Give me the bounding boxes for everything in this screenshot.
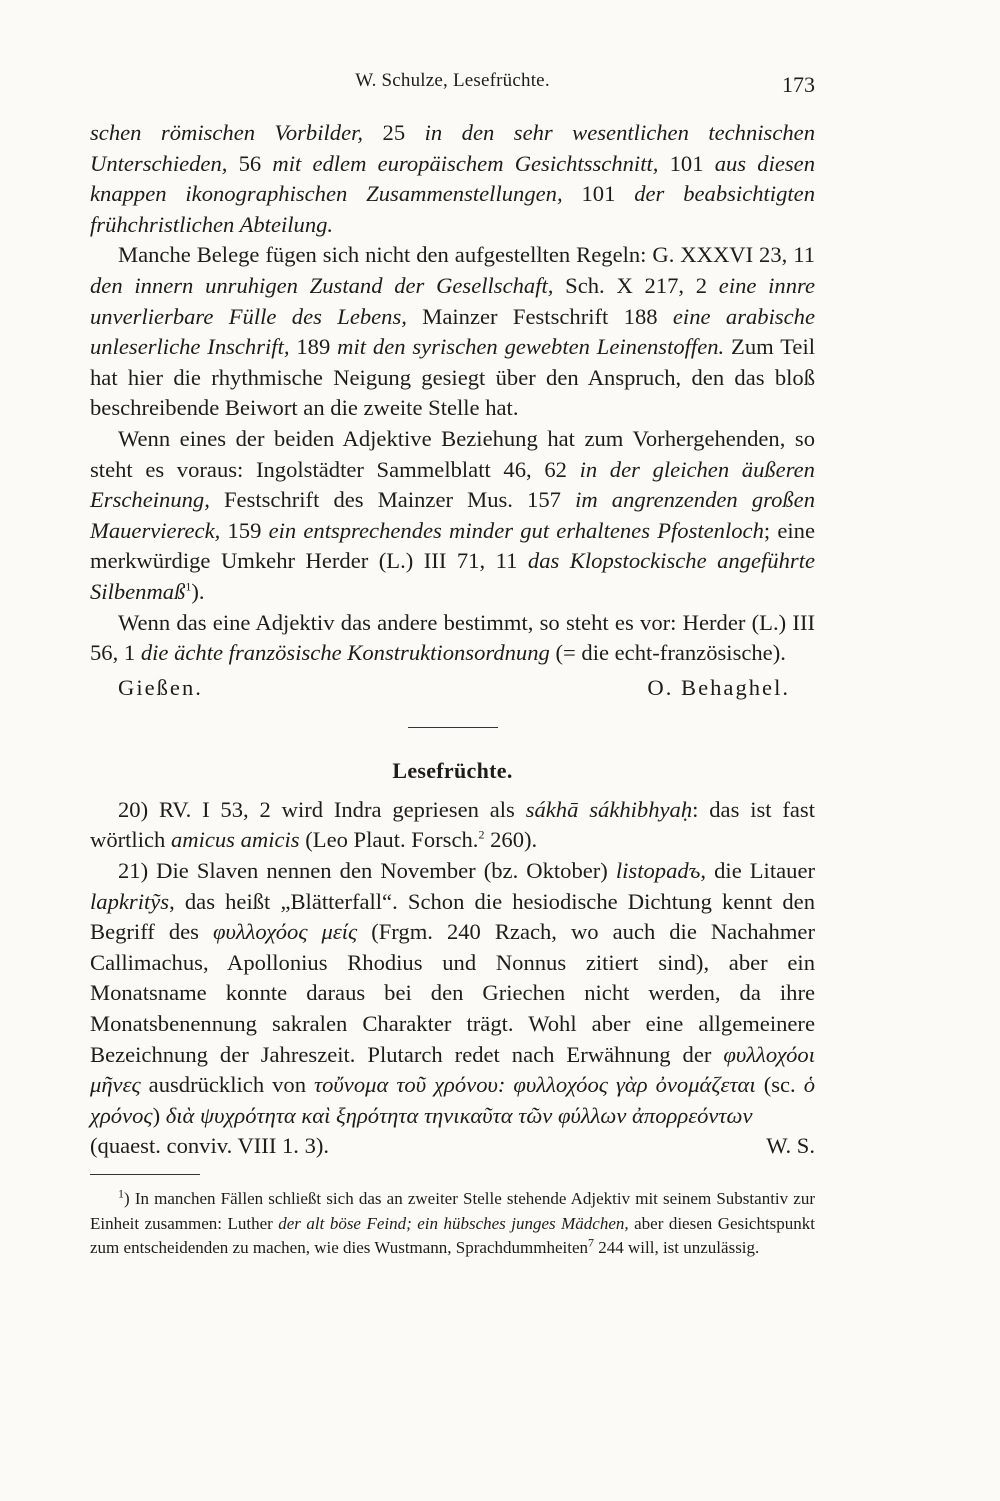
text-run: 244 will, ist unzulässig.	[594, 1238, 760, 1257]
italic-phrase: der beabsichtigten frühchristlichen Abteilung.	[90, 181, 815, 237]
text-run: )	[152, 1102, 166, 1128]
footnote-mark: 1	[118, 1186, 124, 1201]
text-run: 25	[363, 120, 425, 145]
italic-phrase: ein entsprechendes minder gut erhaltenes Pfostenloch	[268, 517, 764, 543]
text-run: (Frgm. 240 Rzach, wo auch die Nachahmer Callimachus, Apollonius Rhodius und Nonnus zitiert sind), aber ein Monatsname konnte daraus bei den Griechen nicht werden, da ihre Monatsbenennung sakralen Charakter trägt. Wohl aber eine allgemeinere Bezeichnung der Jahreszeit. Plutarch redet nach Erwähnung der	[90, 919, 815, 1067]
footnote-divider	[90, 1174, 200, 1175]
italic-phrase: eine innre unverlierbare Fülle des Lebens,	[90, 272, 816, 329]
text-run: ausdrücklich von	[140, 1072, 315, 1098]
edition-superscript: 2	[478, 827, 485, 842]
italic-phrase: eine arabische unleserliche Inschrift,	[90, 303, 816, 360]
text-run: , die Litauer	[700, 858, 815, 884]
footnote-reference[interactable]: 1	[185, 579, 192, 594]
italic-phrase: schen römischen Vorbilder,	[90, 120, 364, 145]
signature-author: O. Behaghel.	[647, 674, 790, 700]
text-run: ; eine merkwürdige Umkehr Herder (L.) III 71, 11	[90, 517, 816, 574]
greek-phrase: τοὔνομα τοῦ χρόνου: φυλλοχόος γὰρ ὀνομάζεται	[314, 1072, 756, 1098]
text-run: Sch. X 217, 2	[553, 272, 719, 298]
page-number: 173	[782, 72, 815, 97]
text-run: ).	[191, 578, 205, 604]
paragraph-belege	[90, 240, 815, 424]
text-run: 189	[289, 334, 338, 360]
text-run: Mainzer Festschrift 188	[406, 303, 673, 329]
greek-phrase: φυλλοχόος μείς	[212, 919, 358, 945]
text-run: 260).	[484, 827, 538, 853]
greek-phrase: ὁ χρόνος	[90, 1072, 815, 1128]
text-run: aber diesen Gesichtspunkt zum entscheidenden zu machen, wie dies Wustmann, Sprachdummheiten	[90, 1213, 816, 1257]
note-signature: W. S.	[766, 1133, 815, 1159]
italic-phrase: listopadъ	[615, 858, 701, 884]
running-title: W. Schulze, Lesefrüchte.	[355, 70, 550, 91]
text-run: Wenn eines der beiden Adjektive Beziehung hat zum Vorhergehenden, so steht es voraus: Ingolstädter Sammelblatt 46, 62	[90, 425, 815, 482]
note-20	[90, 795, 815, 856]
text-run: Zum Teil hat hier die rhythmische Neigung gesiegt über den Anspruch, den das bloß beschreibende Beiwort an die zweite Stelle hat.	[90, 334, 816, 421]
section-divider	[408, 727, 498, 728]
text-run: Wenn das eine Adjektiv das andere bestimmt, so steht es vor: Herder (L.) III 56, 1	[90, 609, 815, 666]
greek-phrase: διὰ ψυχρότητα καὶ ξηρότητα τηνικαῦτα τῶν φύλλων ἀπορρεόντων	[165, 1102, 753, 1128]
body-text	[90, 118, 815, 1261]
text-run: Festschrift des Mainzer Mus. 157	[209, 487, 576, 513]
edition-superscript: 7	[588, 1235, 594, 1250]
text-run: : das ist fast wörtlich	[90, 796, 815, 853]
signature-line	[90, 673, 815, 704]
italic-phrase: sákhā sákhibhyaḥ	[525, 796, 693, 822]
text-run: (= die echt-französische).	[549, 640, 786, 666]
signature-place: Gießen.	[118, 674, 203, 700]
text-run: ) In manchen Fällen schließt sich das an zweiter Stelle stehende Adjektiv mit seinem Substantiv zur Einheit zusammen: Luther	[90, 1189, 815, 1233]
text-run: 56	[227, 150, 273, 176]
footnote-1	[90, 1187, 815, 1261]
italic-phrase: lapkritỹs	[90, 888, 170, 914]
text-run: , das heißt „Blätterfall“. Schon die hesiodische Dichtung kennt den Begriff des	[90, 888, 815, 945]
italic-phrase: in den sehr wesentlichen technischen Unterschieden,	[90, 120, 815, 176]
paragraph-vorhergehenden	[90, 424, 815, 608]
italic-phrase: den innern unruhigen Zustand der Gesellschaft,	[90, 272, 554, 298]
greek-phrase: φυλλοχόοι μῆνες	[90, 1041, 815, 1098]
text-run: 101	[562, 181, 635, 207]
text-run: (quaest. conviv. VIII 1. 3).	[90, 1133, 330, 1159]
text-run: 21) Die Slaven nennen den November (bz. Oktober)	[118, 858, 616, 884]
italic-phrase: im angrenzenden großen Mauerviereck,	[90, 487, 815, 543]
text-run: 159	[220, 517, 269, 543]
section-heading: Lesefrüchte.	[392, 758, 513, 784]
italic-phrase: das Klopstockische angeführte Silbenmaß	[90, 548, 816, 604]
footnotes	[90, 1187, 815, 1261]
text-run: Manche Belege fügen sich nicht den aufgestellten Regeln: G. XXXVI 23, 11	[118, 242, 815, 268]
italic-phrase: die ächte französische Konstruktionsordnung	[140, 640, 550, 666]
text-run: 20) RV. I 53, 2 wird Indra gepriesen als	[118, 796, 526, 822]
italic-phrase: amicus amicis	[170, 827, 300, 853]
paragraph-continuation	[90, 118, 815, 240]
text-run: (Leo Plaut. Forsch.	[299, 827, 479, 853]
italic-phrase: der alt böse Feind; ein hübsches junges Mädchen,	[278, 1213, 629, 1233]
note-21-end	[90, 1131, 815, 1162]
italic-phrase: aus diesen knappen ikonographischen Zusammenstellungen,	[90, 150, 815, 207]
italic-phrase: in der gleichen äußeren Erscheinung,	[90, 456, 815, 513]
italic-phrase: mit den syrischen gewebten Leinenstoffen.	[337, 334, 725, 360]
running-header	[90, 70, 815, 102]
note-21	[90, 856, 815, 1131]
paragraph-bestimmt	[90, 608, 815, 669]
text-run: (sc.	[755, 1072, 804, 1098]
italic-phrase: mit edlem europäischem Gesichtsschnitt,	[272, 150, 659, 176]
text-run: 101	[658, 150, 715, 176]
